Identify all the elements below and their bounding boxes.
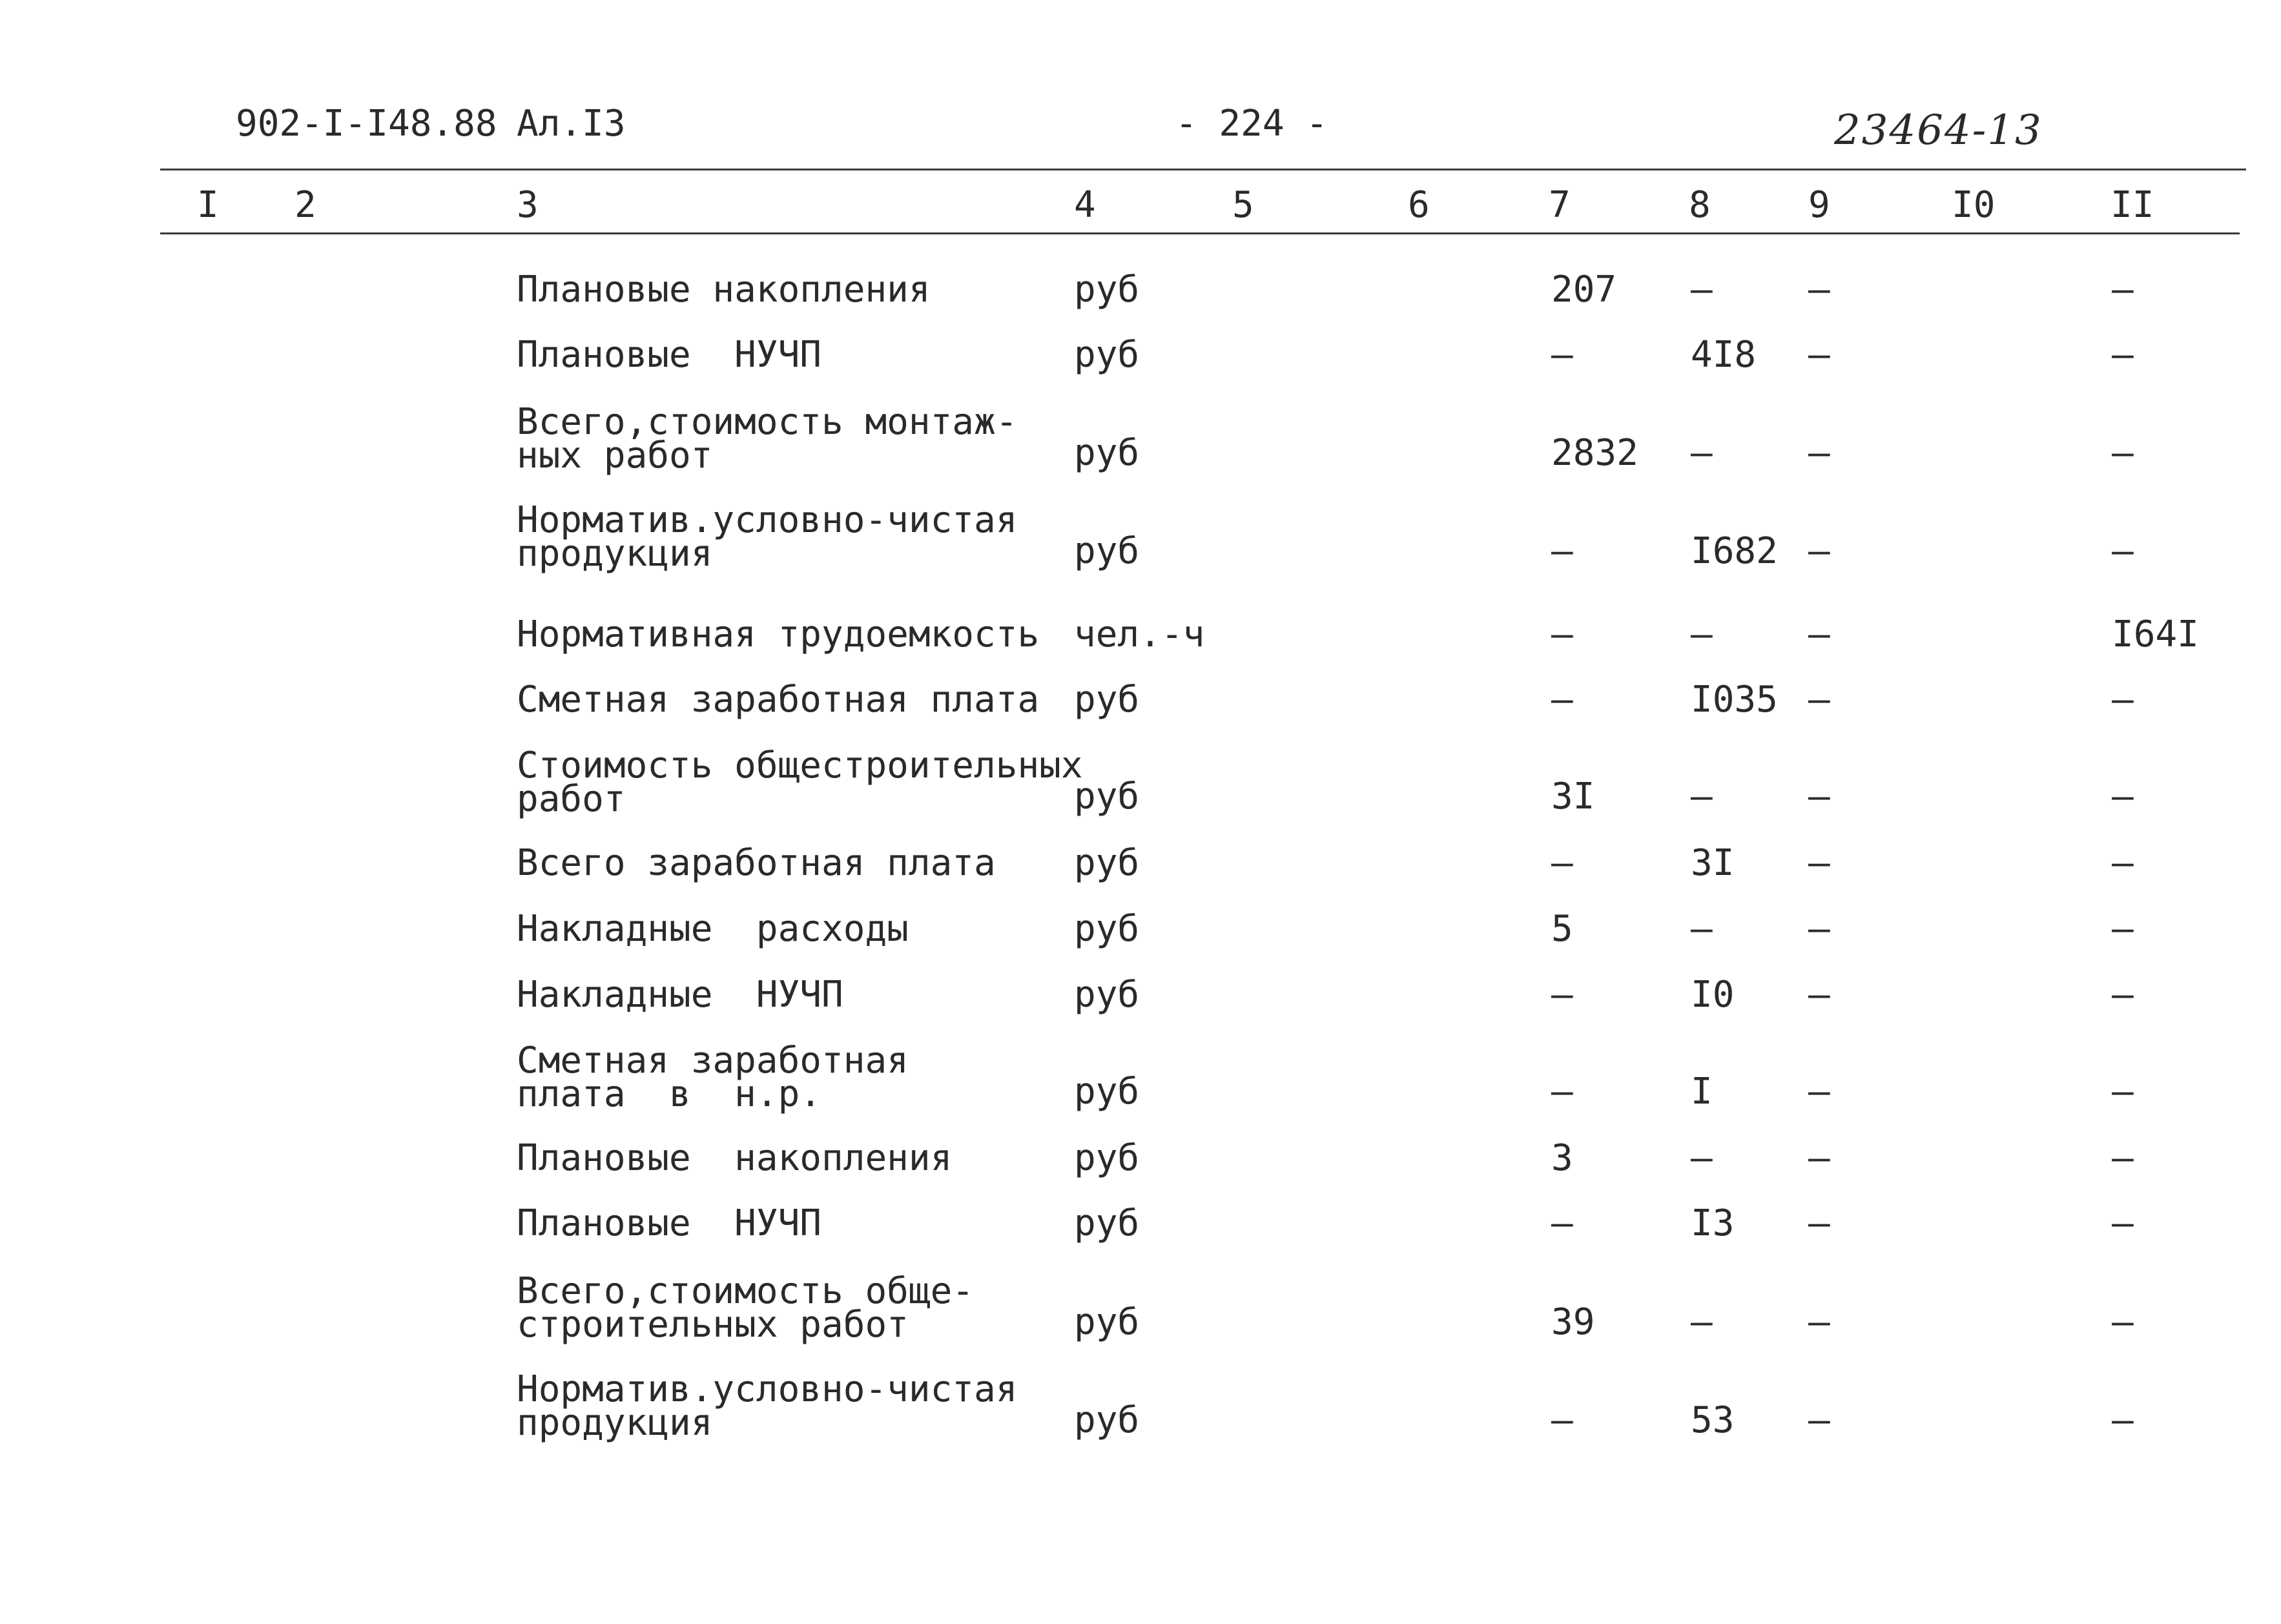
col9-value: – <box>1808 334 1830 376</box>
row-unit: руб <box>1074 1301 1140 1343</box>
row-unit: руб <box>1074 679 1140 721</box>
row-name: Всего,стоимость монтаж- ных работ <box>517 401 1018 477</box>
col8-value: I <box>1691 1071 1713 1113</box>
col9-value: – <box>1808 1202 1830 1244</box>
col7-value: – <box>1551 679 1573 721</box>
col11-value: – <box>2112 1301 2134 1343</box>
column-number: 7 <box>1549 184 1571 226</box>
column-number: 2 <box>294 184 316 226</box>
col9-value: – <box>1808 679 1830 721</box>
column-number: I <box>197 184 219 226</box>
row-name: Накладные расходы <box>517 908 909 950</box>
col9-value: – <box>1808 1399 1830 1441</box>
row-name: Всего заработная плата <box>517 842 996 884</box>
col11-value: I64I <box>2112 613 2199 655</box>
header-rule-bottom <box>160 232 2240 234</box>
col11-value: – <box>2112 530 2134 572</box>
col9-value: – <box>1808 908 1830 950</box>
col11-value: – <box>2112 908 2134 950</box>
col9-value: – <box>1808 1071 1830 1113</box>
col8-value: I035 <box>1691 679 1778 721</box>
row-unit: руб <box>1074 776 1140 817</box>
col8-value: – <box>1691 1137 1713 1179</box>
row-unit: руб <box>1074 530 1140 572</box>
row-name: Плановые НУЧП <box>517 1202 822 1244</box>
col11-value: – <box>2112 842 2134 884</box>
col7-value: 207 <box>1551 269 1617 311</box>
col8-value: 4I8 <box>1691 334 1757 376</box>
col9-value: – <box>1808 613 1830 655</box>
col8-value: I682 <box>1691 530 1778 572</box>
col7-value: 2832 <box>1551 432 1638 474</box>
col9-value: – <box>1808 1301 1830 1343</box>
col8-value: – <box>1691 613 1713 655</box>
col7-value: – <box>1551 334 1573 376</box>
col8-value: – <box>1691 432 1713 474</box>
col11-value: – <box>2112 1202 2134 1244</box>
row-unit: руб <box>1074 1071 1140 1113</box>
row-unit: руб <box>1074 908 1140 950</box>
col8-value: 3I <box>1691 842 1735 884</box>
col7-value: – <box>1551 530 1573 572</box>
col11-value: – <box>2112 1071 2134 1113</box>
col9-value: – <box>1808 842 1830 884</box>
col11-value: – <box>2112 1399 2134 1441</box>
col8-value: – <box>1691 1301 1713 1343</box>
col11-value: – <box>2112 776 2134 817</box>
row-unit: руб <box>1074 1137 1140 1179</box>
col7-value: – <box>1551 1202 1573 1244</box>
col11-value: – <box>2112 432 2134 474</box>
row-unit: руб <box>1074 842 1140 884</box>
row-name: Стоимость общестроительных работ <box>517 745 1083 820</box>
col7-value: 3I <box>1551 776 1595 817</box>
col8-value: – <box>1691 269 1713 311</box>
row-name: Всего,стоимость обще- строительных работ <box>517 1270 975 1346</box>
row-name: Норматив.условно-чистая продукция <box>517 499 1018 575</box>
col7-value: – <box>1551 613 1573 655</box>
inventory-number: 23464-13 <box>1834 107 2043 154</box>
row-unit: руб <box>1074 974 1140 1016</box>
col7-value: – <box>1551 1071 1573 1113</box>
row-name: Плановые накопления <box>517 1137 953 1179</box>
column-number: II <box>2111 184 2154 226</box>
row-name: Плановые НУЧП <box>517 334 822 376</box>
row-unit: руб <box>1074 1399 1140 1441</box>
col11-value: – <box>2112 269 2134 311</box>
header-rule-top <box>160 169 2246 170</box>
row-name: Норматив.условно-чистая продукция <box>517 1368 1018 1444</box>
row-unit: руб <box>1074 1202 1140 1244</box>
column-number: 4 <box>1074 184 1096 226</box>
col9-value: – <box>1808 974 1830 1016</box>
column-number: 5 <box>1232 184 1254 226</box>
row-unit: руб <box>1074 334 1140 376</box>
page-number: - 224 - <box>1175 103 1328 145</box>
col8-value: I0 <box>1691 974 1735 1016</box>
row-unit: чел.-ч <box>1074 613 1205 655</box>
col11-value: – <box>2112 974 2134 1016</box>
col7-value: – <box>1551 974 1573 1016</box>
col7-value: – <box>1551 1399 1573 1441</box>
row-name: Нормативная трудоемкость <box>517 613 1040 655</box>
row-unit: руб <box>1074 432 1140 474</box>
document-code: 902-I-I48.88 <box>236 103 497 145</box>
col11-value: – <box>2112 1137 2134 1179</box>
column-number: 9 <box>1808 184 1830 226</box>
col9-value: – <box>1808 530 1830 572</box>
column-number: 6 <box>1408 184 1430 226</box>
col7-value: 3 <box>1551 1137 1573 1179</box>
col9-value: – <box>1808 269 1830 311</box>
col9-value: – <box>1808 1137 1830 1179</box>
col8-value: I3 <box>1691 1202 1735 1244</box>
row-unit: руб <box>1074 269 1140 311</box>
col11-value: – <box>2112 679 2134 721</box>
col8-value: 53 <box>1691 1399 1735 1441</box>
row-name: Сметная заработная плата в н.р. <box>517 1040 909 1115</box>
col7-value: 39 <box>1551 1301 1595 1343</box>
col11-value: – <box>2112 334 2134 376</box>
col7-value: 5 <box>1551 908 1573 950</box>
album-number: Ал.I3 <box>517 103 626 145</box>
row-name: Плановые накопления <box>517 269 931 311</box>
col9-value: – <box>1808 432 1830 474</box>
column-number: 8 <box>1689 184 1711 226</box>
column-number: I0 <box>1952 184 1996 226</box>
col9-value: – <box>1808 776 1830 817</box>
col7-value: – <box>1551 842 1573 884</box>
col8-value: – <box>1691 908 1713 950</box>
col8-value: – <box>1691 776 1713 817</box>
column-number: 3 <box>517 184 539 226</box>
row-name: Сметная заработная плата <box>517 679 1040 721</box>
row-name: Накладные НУЧП <box>517 974 843 1016</box>
